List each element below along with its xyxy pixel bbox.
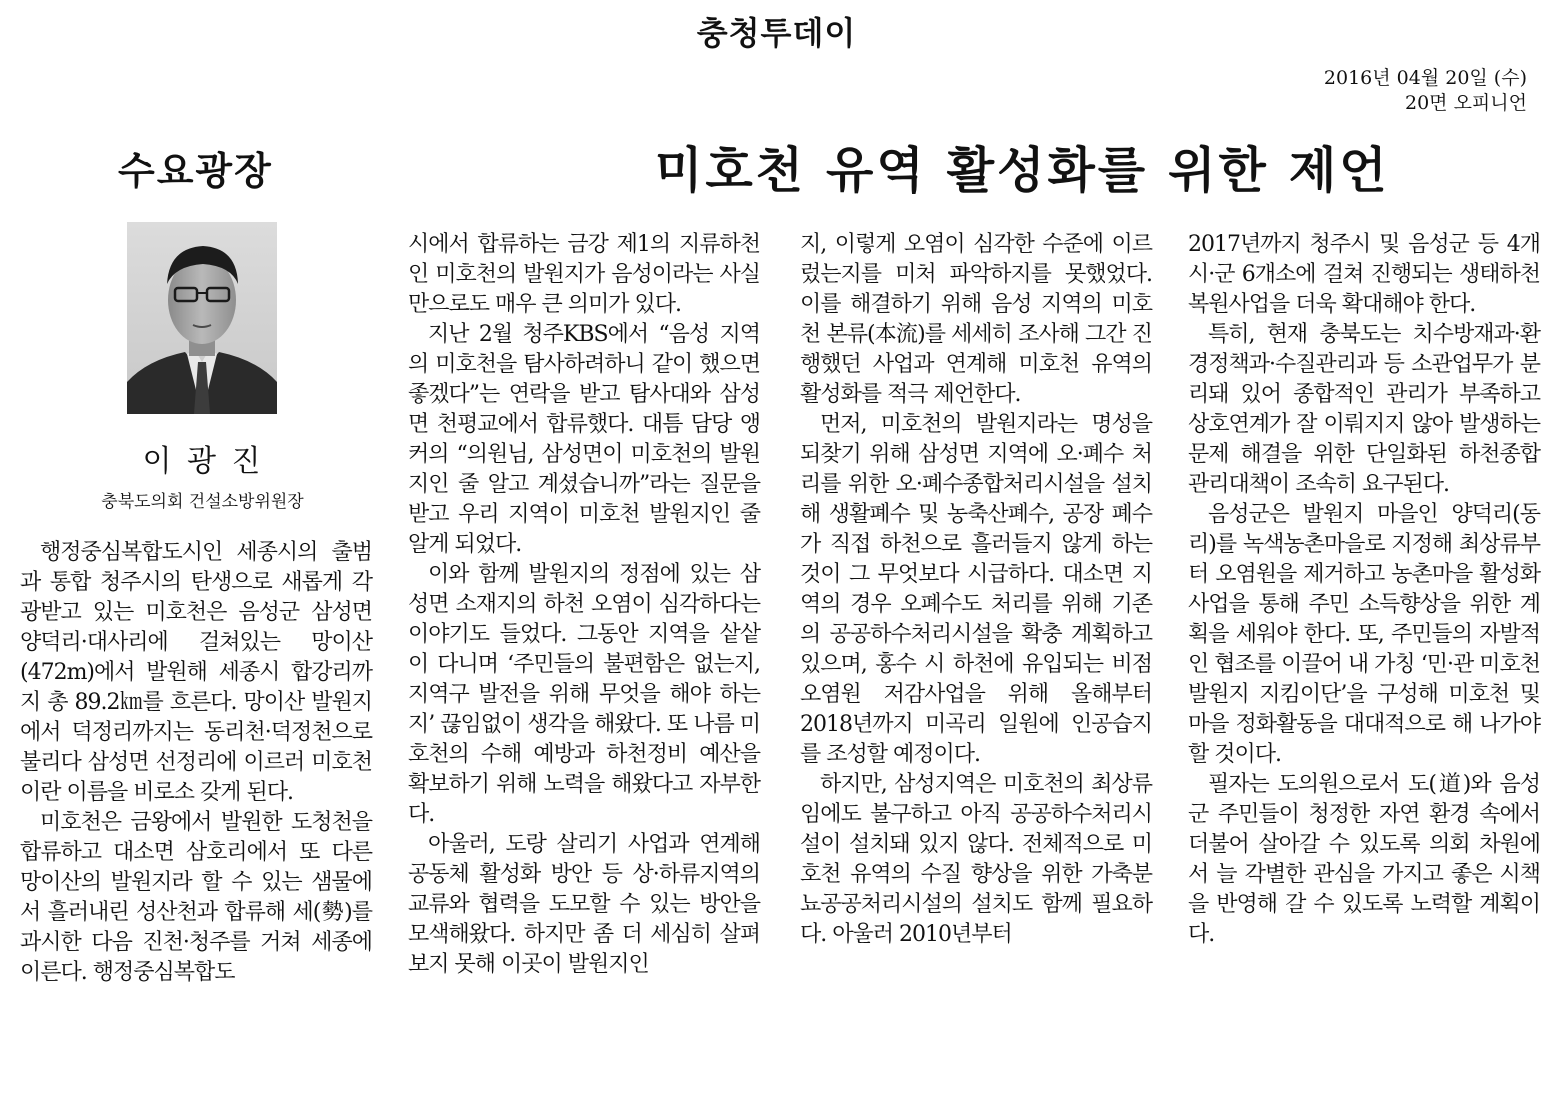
- paragraph: 음성군은 발원지 마을인 양덕리(동리)를 녹색농촌마을로 지정해 최상류부터 오염원을 제거하고 농촌마을 활성화 사업을 통해 주민 소득향상을 위한 계획을 세워야 한다. 또, 주민들의 자발적인 협조를 이끌어 내 가칭 ‘민·관 미호천 발원지 지킴이단’을 구성해 미호천 및 마을 정화활동을 대대적으로 해 나가야 할 것이다.: [1188, 502, 1540, 767]
- author-photo: [127, 222, 277, 414]
- author-portrait-image: [127, 222, 277, 414]
- headline: 미호천 유역 활성화를 위한 제언: [655, 141, 1390, 199]
- paragraph: 필자는 도의원으로서 도(道)와 음성군 주민들이 청정한 자연 환경 속에서 더불어 살아갈 수 있도록 의회 차원에서 늘 각별한 관심을 가지고 좋은 시책을 반영해 갈 수 있도록 노력할 계획이다.: [1188, 772, 1540, 947]
- article-column-3: [800, 230, 1152, 1100]
- paragraph: 특히, 현재 충북도는 치수방재과·환경정책과·수질관리과 등 소관업무가 분리돼 있어 종합적인 관리가 부족하고 상호연계가 잘 이뤄지지 않아 발생하는 문제 해결을 위한 단일화된 하천종합 관리대책이 조속히 요구된다.: [1188, 322, 1540, 497]
- publication-date: 2016년 04월 20일 (수): [1323, 67, 1527, 89]
- paragraph: 2017년까지 청주시 및 음성군 등 4개 시·군 6개소에 걸쳐 진행되는 생태하천 복원사업을 더욱 확대해야 한다.: [1188, 232, 1540, 317]
- paragraph: 이와 함께 발원지의 정점에 있는 삼성면 소재지의 하천 오염이 심각하다는 이야기도 들었다. 그동안 지역을 샅샅이 다니며 ‘주민들의 불편함은 없는지, 지역구 발전을 위해 무엇을 해야 하는지’ 끊임없이 생각을 해왔다. 또 나름 미호천의 수해 예방과 하천정비 예산을 확보하기 위해 노력을 해왔다고 자부한다.: [408, 562, 760, 827]
- dateline: [1324, 66, 1527, 116]
- article-column-2: [408, 230, 760, 1100]
- section-title: 수요광장: [118, 149, 273, 193]
- page-section: 20면 오피니언: [1405, 92, 1527, 114]
- paragraph: 지난 2월 청주KBS에서 “음성 지역의 미호천을 탐사하려하니 같이 했으면 좋겠다”는 연락을 받고 탐사대와 삼성면 천평교에서 합류했다. 대틈 담당 앵커의 “의원님, 삼성면이 미호천의 발원지인 줄 알고 계셨습니까”라는 질문을 받고 우리 지역이 미호천 발원지인 줄 알게 되었다.: [408, 322, 760, 557]
- paragraph: 아울러, 도랑 살리기 사업과 연계해 공동체 활성화 방안 등 상·하류지역의 교류와 협력을 도모할 수 있는 방안을 모색해왔다. 하지만 좀 더 세심히 살펴보지 못해 이곳이 발원지인: [408, 832, 760, 977]
- article-column-4: [1188, 230, 1540, 1100]
- author-name: 이 광 진: [142, 444, 264, 479]
- article-column-1: [20, 538, 372, 1098]
- paragraph: 먼저, 미호천의 발원지라는 명성을 되찾기 위해 삼성면 지역에 오·폐수 처리를 위한 오·폐수종합처리시설을 설치해 생활폐수 및 농축산폐수, 공장 폐수가 직접 하천으로 흘러들지 않게 하는 것이 그 무엇보다 시급하다. 대소면 지역의 경우 오폐수도 처리를 위해 기존의 공공하수처리시설을 확충 계획하고 있으며, 홍수 시 하천에 유입되는 비점오염원 저감사업을 위해 올해부터 2018년까지 미곡리 일원에 인공습지를 조성할 예정이다.: [800, 412, 1152, 767]
- author-title: 충북도의회 건설소방위원장: [101, 492, 304, 512]
- paragraph: 하지만, 삼성지역은 미호천의 최상류임에도 불구하고 아직 공공하수처리시설이 설치돼 있지 않다. 전체적으로 미호천 유역의 수질 향상을 위한 가축분뇨공공처리시설의 설치도 함께 필요하다. 아울러 2010년부터: [800, 772, 1152, 947]
- paragraph: 미호천은 금왕에서 발원한 도청천을 합류하고 대소면 삼호리에서 또 다른 망이산의 발원지라 할 수 있는 샘물에서 흘러내린 성산천과 합류해 세(勢)를 과시한 다음 진천·청주를 거쳐 세종에 이른다. 행정중심복합도: [20, 810, 372, 985]
- paragraph: 지, 이렇게 오염이 심각한 수준에 이르렀는지를 미처 파악하지를 못했었다. 이를 해결하기 위해 음성 지역의 미호천 본류(本流)를 세세히 조사해 그간 진행했던 사업과 연계해 미호천 유역의 활성화를 적극 제언한다.: [800, 232, 1152, 407]
- masthead: 충청투데이: [696, 14, 857, 52]
- paragraph: 행정중심복합도시인 세종시의 출범과 통합 청주시의 탄생으로 새롭게 각광받고 있는 미호천은 음성군 삼성면 양덕리·대사리에 걸쳐있는 망이산(472m)에서 발원해 세종시 합강리까지 총 89.2㎞를 흐른다. 망이산 발원지에서 덕정리까지는 동리천·덕정천으로 불리다 삼성면 선정리에 이르러 미호천이란 이름을 비로소 갖게 된다.: [20, 540, 372, 805]
- paragraph: 시에서 합류하는 금강 제1의 지류하천인 미호천의 발원지가 음성이라는 사실만으로도 매우 큰 의미가 있다.: [408, 232, 760, 317]
